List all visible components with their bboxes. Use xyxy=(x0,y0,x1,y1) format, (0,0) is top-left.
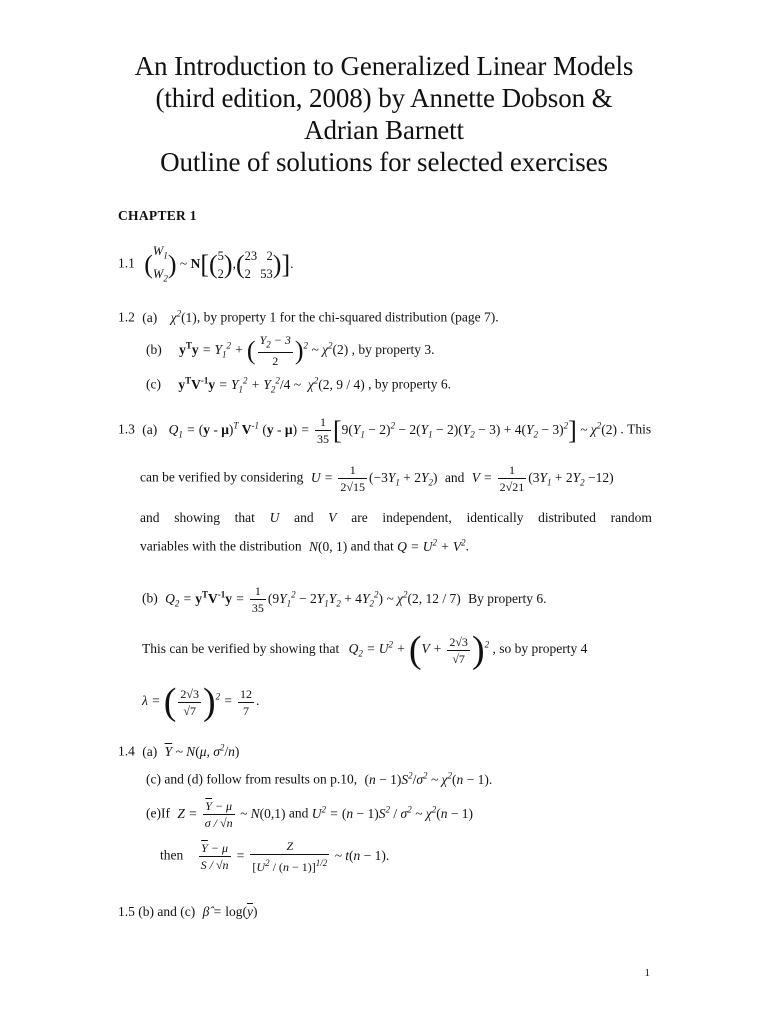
equation: $Q_1 = (y - \mu)^T$ $V^{-1}$ (y - μ) = $\frac{1}{35}$ $[9(Y_1 - 2)^2 - 2(Y_1 - 2)(Y_2 - 3) + 4(Y_2 - 3)^2]$ ~ $\chi^2(2)$ xyxy=(168,415,617,446)
equation-u: U = $\frac{1}{2√15}$ $(-3Y_1 + 2Y_2)$ xyxy=(310,463,438,494)
word: identically xyxy=(466,510,524,525)
title-line-3: Adrian Barnett xyxy=(304,115,464,145)
equation: $Q = U^2 + V^2$ xyxy=(397,537,466,554)
exercise-number: 1.3 xyxy=(118,421,135,437)
equation: $Q_2 = y^TV^{-1}y$ = $\frac{1}{35}$ $(9Y_1^2 - 2Y_1Y_2 + 4Y_2^2)$ ~ $\chi^2(2$, 12 / 7) xyxy=(165,584,461,615)
equation: β̂ = $\log(\overline{y})$ xyxy=(202,904,258,919)
exercise-1-2c xyxy=(146,375,451,394)
exercise-number: 1.1 xyxy=(118,255,135,271)
exercise-1-5 xyxy=(118,904,257,920)
document-title xyxy=(40,50,728,178)
equation: Z = $\frac{\overline{Y} - \mu}{\sigma / √n}$ ~ N(0,1) xyxy=(177,799,286,830)
part-label: (a) xyxy=(142,743,158,759)
part-label: (b) xyxy=(142,590,158,606)
part-text: , by property 6. xyxy=(368,376,451,392)
title-line-4: Outline of solutions for selected exercises xyxy=(160,147,608,177)
exercise-1-4e xyxy=(146,798,473,831)
title-line-1: An Introduction to Generalized Linear Models xyxy=(134,51,634,81)
title-line-2: (third edition, 2008) by Annette Dobson & xyxy=(155,83,613,113)
chapter-heading: CHAPTER 1 xyxy=(118,208,197,223)
exercise-number: 1.2 xyxy=(118,309,135,325)
part-label: (c) xyxy=(146,376,161,392)
word: and xyxy=(294,510,314,525)
exercise-1-4c xyxy=(146,770,492,788)
equation: $\chi^2(1)$ xyxy=(170,308,197,325)
sentence-start: This can be verified by showing that xyxy=(142,641,340,657)
exercise-1-3-lambda xyxy=(142,680,259,724)
equation: λ = ( $\frac{2√3}{√7}$ )$^2$ = $\frac{12}{7}$ . xyxy=(142,681,260,723)
connector: then xyxy=(160,847,184,863)
exercise-1-2a xyxy=(118,308,499,326)
word: V xyxy=(328,510,337,525)
sentence-start: variables with the distribution xyxy=(140,538,302,554)
word: U xyxy=(269,510,280,525)
part-text: , by property 3. xyxy=(351,341,435,357)
part-label: (b) and (c) xyxy=(138,904,196,919)
equation-v: V = $\frac{1}{2√21}$ $(3Y_1 + 2Y_2 -12)$ xyxy=(471,463,614,494)
part-label: (b) xyxy=(146,341,162,357)
exercise-1-3b xyxy=(142,583,546,616)
part-text: , by property 1 for the chi-squared distribution (page 7). xyxy=(196,309,499,325)
equation: $\frac{\overline{Y} - \mu}{S / √n}$ = $\frac{Z}{[U^2 / (n - 1)]^{1/2}}$ ~ t(n − 1). xyxy=(200,839,390,874)
connector: and that xyxy=(350,538,394,554)
page-number: 1 xyxy=(644,967,650,979)
exercise-number: 1.4 xyxy=(118,743,135,759)
equation: $y^Ty = Y_1^2$ + ( $\frac{Y_2 - 3}{2}$ )$^2$ ~ $\chi^2(2)$ xyxy=(179,333,349,369)
word: are xyxy=(351,510,368,525)
word: distributed xyxy=(538,510,596,525)
exercise-1-4a xyxy=(118,742,239,760)
part-label: (e)If xyxy=(146,805,170,821)
exercise-1-1 xyxy=(118,242,293,287)
word: and xyxy=(140,510,160,525)
equation: N(0, 1) xyxy=(308,538,348,554)
part-label: (a) xyxy=(142,421,158,437)
part-label: (a) xyxy=(142,309,158,325)
equation: $U^2 = (n - 1)S^2 / \sigma^2$ ~ $\chi^2(n - 1)$ xyxy=(311,804,474,821)
equation: $Q_2 = U^2 + (V$ + $\frac{2√3}{√7}$ )$^2$ xyxy=(348,629,490,671)
part-text: (c) and (d) follow from results on p.10, xyxy=(146,771,358,787)
exercise-1-3a xyxy=(118,414,651,447)
exercise-1-3-line-2 xyxy=(140,462,614,495)
word: that xyxy=(234,510,255,525)
exercise-1-4-then xyxy=(160,838,389,875)
equation: $(n - 1)S^2/\sigma^2$ ~ $\chi^2(n - 1)$. xyxy=(364,770,493,787)
exercise-1-3-line-6 xyxy=(142,628,587,672)
connector: and xyxy=(288,805,309,821)
equation: $\overline{Y}$ ~ N(μ, $\sigma^2/n$) xyxy=(164,742,240,759)
word: independent, xyxy=(382,510,452,525)
equation: ($W_1$ $W_2$) ~ N[(5 2),(23 2 2 53)]. xyxy=(144,244,294,283)
part-text: By property 6. xyxy=(468,590,547,606)
sentence-end: , so by property 4 xyxy=(492,641,588,657)
exercise-1-2b xyxy=(146,332,435,369)
word: random xyxy=(610,510,652,525)
connector: and xyxy=(444,469,465,485)
equation: $y^TV^{-1}y = Y_1^2 + Y_2^2/4$ ~ $\chi^2(2$, 9 / 4) xyxy=(178,375,365,395)
part-text: . This xyxy=(620,421,652,437)
word: showing xyxy=(174,510,220,525)
exercise-1-3-line-3 xyxy=(140,510,652,526)
sentence-start: can be verified by considering xyxy=(140,469,304,485)
exercise-number: 1.5 xyxy=(118,904,135,919)
exercise-1-3-line-4: variables with the distribution N(0, 1) and that $Q = U^2 + V^2$. xyxy=(140,537,469,554)
